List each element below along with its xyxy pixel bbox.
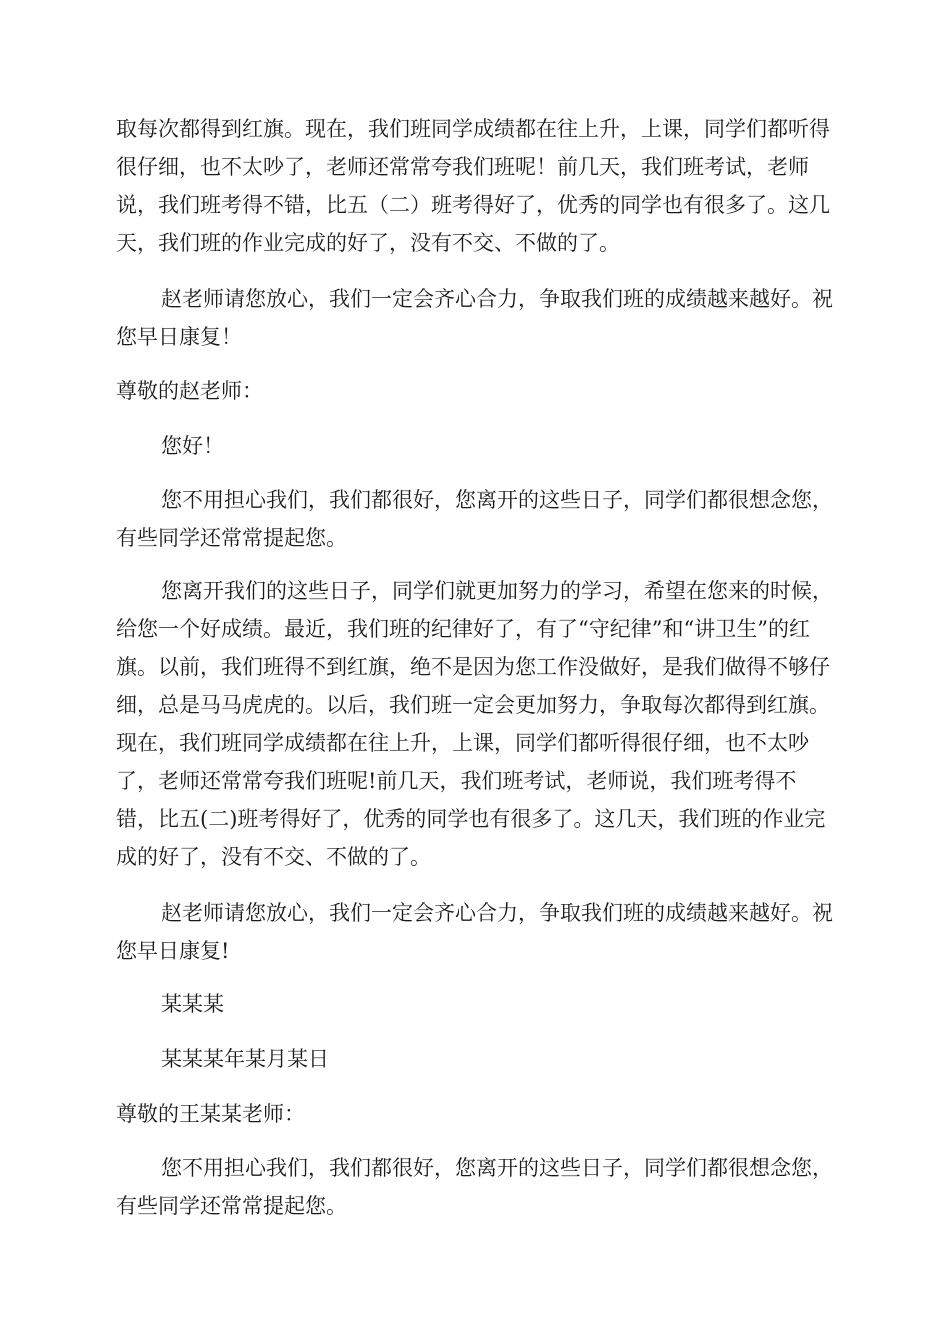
letter-closing-paragraph: 赵老师请您放心，我们一定会齐心合力，争取我们班的成绩越来越好。祝您早日康复！ [116, 287, 833, 349]
letter-paragraph-continued: 取每次都得到红旗。现在，我们班同学成绩都在往上升，上课，同学们都听得很仔细，也不太吵了，老师还常常夸我们班呢！前几天，我们班考试，老师说，我们班考得不错，比五（二）班考得好了，优秀的同学也有很多了。这几天，我们班的作业完成的好了，没有不交、不做的了。 [116, 117, 830, 255]
letter-greeting: 您好！ [161, 434, 224, 458]
letter-signature: 某某某 [161, 992, 224, 1016]
letter-paragraph: 您不用担心我们，我们都很好，您离开的这些日子，同学们都很想念您，有些同学还常常提起您。 [116, 1156, 833, 1218]
letter-closing-paragraph: 赵老师请您放心，我们一定会齐心合力，争取我们班的成绩越来越好。祝您早日康复! [116, 901, 833, 963]
letter-salutation: 尊敬的王某某老师： [116, 1102, 305, 1126]
letter-salutation: 尊敬的赵老师： [116, 379, 263, 403]
letter-paragraph: 您不用担心我们，我们都很好，您离开的这些日子，同学们都很想念您，有些同学还常常提起您。 [116, 488, 833, 550]
letter-date: 某某某年某月某日 [161, 1047, 329, 1071]
letter-body-paragraph: 您离开我们的这些日子，同学们就更加努力的学习，希望在您来的时候，给您一个好成绩。最近，我们班的纪律好了，有了“守纪律”和“讲卫生”的红旗。以前，我们班得不到红旗，绝不是因为您工作没做好，是我们做得不够仔细，总是马马虎虎的。以后，我们班一定会更加努力，争取每次都得到红旗。现在，我们班同学成绩都在往上升，上课，同学们都听得很仔细，也不太吵了，老师还常常夸我们班呢!前几天，我们班考试，老师说，我们班考得不错，比五(二)班考得好了，优秀的同学也有很多了。这几天，我们班的作业完成的好了，没有不交、不做的了。 [116, 579, 833, 869]
